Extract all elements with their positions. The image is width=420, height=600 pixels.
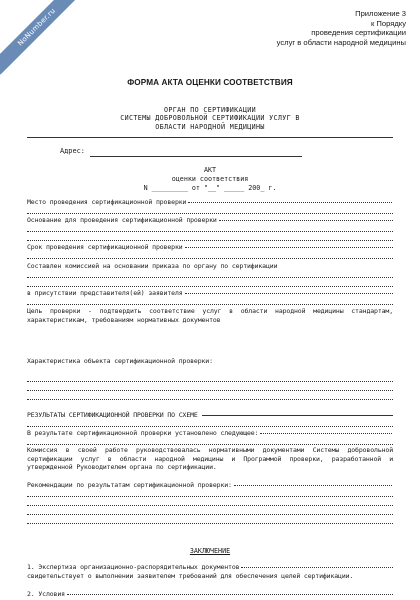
conclusion-item-1-continuation: свидетельствует о выполнении заявителем требований для обеспечения целей сертификации. [27,572,354,580]
address-underline [90,156,302,157]
recommendation-label: Рекомендации по результатам сертификационной проверки: [27,481,232,489]
dotted-line [27,384,393,393]
results-label: РЕЗУЛЬТАТЫ СЕРТИФИКАЦИОННОЙ ПРОВЕРКИ ПО СХЕМЕ [27,411,198,419]
dotted-line [27,252,393,261]
appendix-line-2: к Порядку [371,18,406,28]
commission-field [27,262,393,271]
basis-label: Основание для проведения сертификационной проверки [27,216,217,224]
dotted-line [27,508,393,517]
act-subtitle: оценки соответствия [171,175,249,183]
goal-paragraph: Цель проверки - подтвердить соответствие услуг в области народной медицины стандартам, характеристикам, требованиям нормативных документов [27,307,393,324]
form-title: ФОРМА АКТА ОЦЕНКИ СООТВЕТСТВИЯ [127,78,293,87]
appendix-line-4: услуг в области народной медицины [276,37,406,47]
address-label: Адрес: [60,147,85,155]
presence-field [27,289,393,298]
dotted-line [27,420,393,429]
appendix-line-1: Приложение 3 [355,9,406,18]
conclusion-item-2-label: 2. Условия [27,590,65,598]
dotted-line [27,375,393,384]
term-label: Срок проведения сертификационной проверки [27,243,183,251]
organ-name-underline [27,137,393,138]
dotted-line [27,298,393,307]
conclusion-title: ЗАКЛЮЧЕНИЕ [189,547,231,555]
basis-field [27,216,393,225]
organ-line-3: ОБЛАСТИ НАРОДНОЙ МЕДИЦИНЫ [155,122,265,131]
appendix-line-3: проведения сертификации [311,28,406,38]
object-label: Характеристика объекта сертификационной проверки: [27,357,213,365]
conclusion-item-1 [27,563,393,572]
dotted-line [27,271,393,280]
results-field [27,411,393,420]
recommendation-field [27,481,393,490]
commission-paragraph: Комиссия в своей работе руководствовалась нормативными документами Системы добровольной сертификации услуг в области народной медицины и Программой проверки, разработанной и утвержденной Руководителем органа по сертификации. [27,446,393,472]
dotted-line [27,393,393,402]
dotted-line [27,225,393,234]
dotted-line [27,499,393,508]
dotted-line [27,280,393,289]
act-title: АКТ [203,166,217,174]
established-label: В результате сертификационной проверки установлено следующее: [27,429,259,437]
dotted-line [27,207,393,216]
place-label: Место проведения сертификационной проверки [27,198,187,206]
certification-body-block [0,106,420,131]
dotted-line [27,490,393,499]
act-number-line: N _________ от "__" _____ 200_ г. [143,184,277,192]
appendix-block [246,9,406,47]
commission-label: Составлен комиссией на основании приказа по органу по сертификации [27,262,278,270]
dotted-line [27,517,393,526]
conclusion-item-2 [27,590,393,599]
organ-line-2: СИСТЕМЫ ДОБРОВОЛЬНОЙ СЕРТИФИКАЦИИ УСЛУГ В [120,114,300,123]
organ-line-1: ОРГАН ПО СЕРТИФИКАЦИИ [164,106,256,114]
established-field [27,429,393,438]
term-field [27,243,393,252]
watermark-ribbon: NoNumber.ru [0,0,84,75]
conclusion-item-1-label: 1. Экспертиза организационно-распорядительных документов [27,563,240,571]
presence-label: в присутствии представителя(ей) заявителя [27,289,183,297]
dotted-line [27,234,393,243]
place-field [27,198,393,207]
